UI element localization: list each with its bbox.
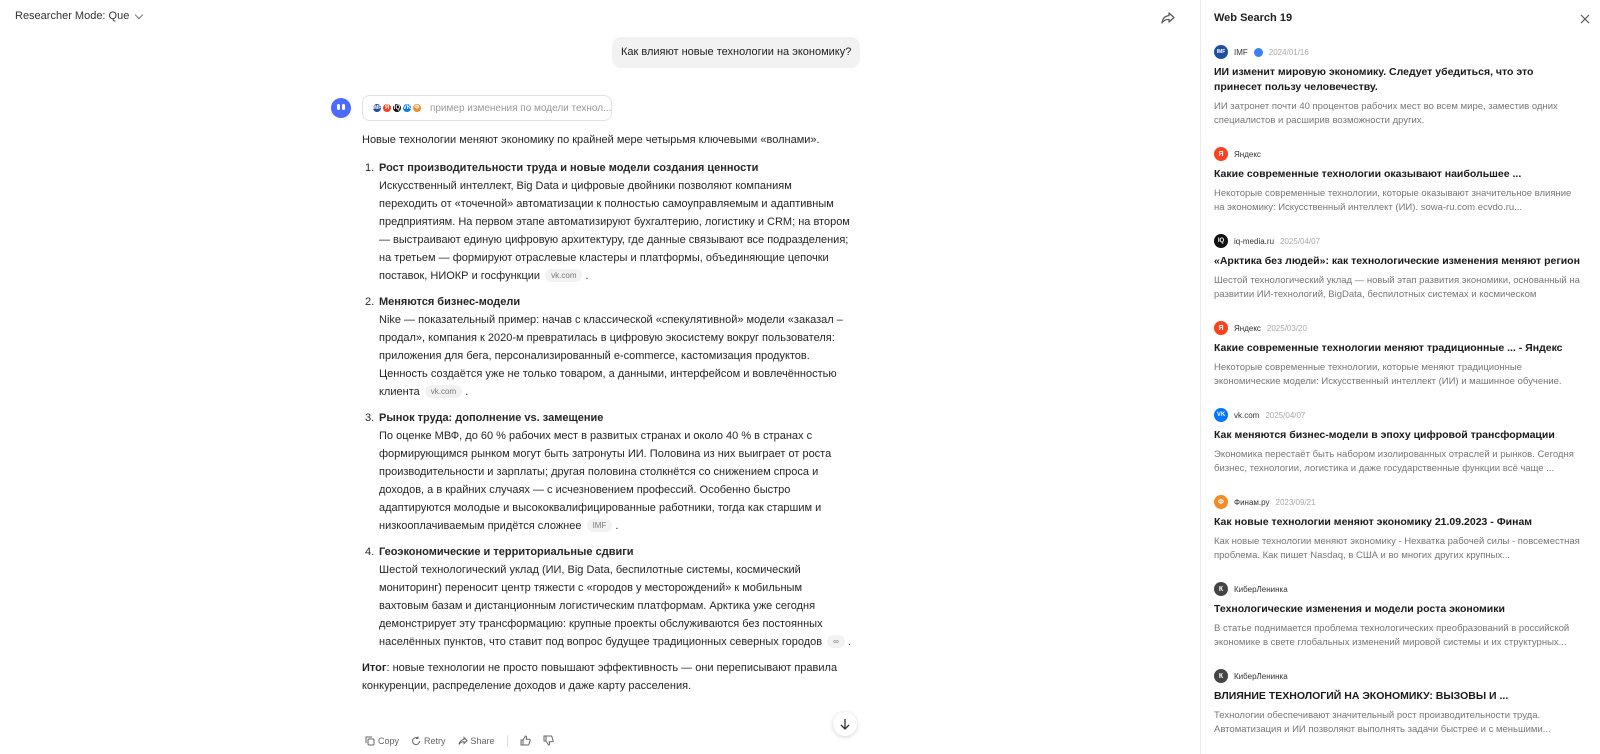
citation-badge[interactable]: vk.com [425,385,462,398]
result-source [1214,495,1584,509]
assistant-avatar [331,98,351,118]
result-date: 2025/04/07 [1265,410,1306,420]
result-source [1214,45,1584,59]
result-snippet: ИИ затронет почти 40 процентов рабочих мест во всем мире, заместив одних специалистов и расширив возможности других. [1214,101,1558,126]
share-button[interactable] [458,736,495,746]
result-title[interactable]: ВЛИЯНИЕ ТЕХНОЛОГИЙ НА ЭКОНОМИКУ: ВЫЗОВЫ И ... [1214,690,1509,702]
search-result[interactable] [1214,147,1584,215]
retry-icon [411,736,421,746]
scroll-to-bottom-button[interactable] [833,712,857,736]
result-source [1214,147,1584,161]
answer-intro: Новые технологии меняют экономику по крайней мере четырьмя ключевыми «волнами». [362,134,820,146]
list-number: 1. [365,162,375,174]
source-logo-icon: IMF [1214,45,1228,59]
result-title[interactable]: Технологические изменения и модели роста экономики [1214,603,1505,615]
copy-icon [365,736,375,746]
answer-list [362,159,852,651]
yandex-icon: Я [382,103,392,113]
source-logo-icon: VK [1214,408,1228,422]
result-title[interactable]: Какие современные технологии меняют традиционные ... - Яндекс [1214,342,1563,354]
search-result[interactable] [1214,408,1584,476]
list-item: 4. Геоэкономические и территориальные сдвиги Шестой технологический уклад (ИИ, Big Data, беспилотные системы, космический мониторинг) переносит центр тяжести с «городов у месторождений» к мобильным вахтовым базам и дистанционным логистическим платформам. Арктика уже сегодня демонстрирует эту трансформацию: крупные проекты обслуживаются без постоянных населённых пунктов, что ставит под вопрос будущее традиционных северных городов ∞ . [362,543,852,651]
result-date: 2025/04/07 [1280,236,1321,246]
list-number: 2. [365,296,375,308]
panel-title: Web Search 19 [1214,12,1293,24]
summary-text: : новые технологии не просто повышают эффективность — они переписывают правила конкуренции, распределение доходов и даже карту расселения. [362,662,838,692]
avatar-eye-left [337,104,340,110]
result-source [1214,582,1584,596]
result-title[interactable]: Как меняются бизнес-модели в эпоху цифровой трансформации [1214,429,1555,441]
chevron-down-icon [135,10,143,18]
result-snippet: В статье поднимается проблема технологических преобразований в российской экономике в свете глобальных изменений мировой системы и их структурных... [1214,623,1570,648]
web-search-chip[interactable] [362,95,612,121]
result-date: 2023/09/21 [1275,497,1316,507]
source-logo-icon: К [1214,669,1228,683]
list-item-body: Шестой технологический уклад (ИИ, Big Data, беспилотные системы, космический мониторинг) переносит центр тяжести с «городов у месторождений» к мобильным вахтовым базам и дистанционным логистическим платформам. Арктика уже сегодня демонстрирует эту трансформацию: крупные проекты обслуживаются без постоянных населённых пунктов, что ставит под вопрос будущее традиционных северных городов [379,564,823,648]
finam-icon: Ф [412,103,422,113]
summary-label: Итог [362,662,387,674]
result-snippet: Как новые технологии меняют экономику - Нехватка рабочей силы - повсеместная проблема. Как пишет Nasdaq, в США и во многих других крупных... [1214,536,1580,561]
list-item: 3. Рынок труда: дополнение vs. замещение По оценке МВФ, до 60 % рабочих мест в развитых странах и около 40 % в странах с формирующимся рынком могут быть затронуты ИИ. Половина из них выиграет от роста производительности и зарплаты; другая половина столкнётся со снижением спроса и доходов, а в крайних случаях — с исчезновением профессий. Особенно быстро адаптируются молодые и высококвалифицированные работники, тогда как старшим и низкооплачиваемым придётся сложнее IMF . [362,409,852,535]
list-item-heading: Рынок труда: дополнение vs. замещение [379,412,604,424]
copy-button[interactable] [365,736,399,746]
result-source [1214,321,1584,335]
result-snippet: Некоторые современные технологии, которые меняют традиционные экономические модели: Искусственный интеллект (ИИ) и машинное обучение. [1214,362,1562,387]
mode-selector[interactable] [15,10,142,22]
source-name: Яндекс [1234,323,1261,333]
list-item: 2. Меняются бизнес-модели Nike — показательный пример: начав с классической «спекулятивной» модели «заказал – продал», компания к 2020-м превратилась в цифровую экосистему вокруг пользователя: приложения для бега, персонализированный e-commerce, кастомизация продуктов. Ценность создаётся уже не только товаром, а данными, интерфейсом и вовлечённостью клиента vk.com . [362,293,852,401]
verified-icon [1254,48,1263,57]
result-title[interactable]: ИИ изменит мировую экономику. Следует убедиться, что это принесет пользу человечеству. [1214,66,1534,93]
source-name: iq-media.ru [1234,236,1275,246]
search-result[interactable] [1214,669,1584,737]
source-name: КиберЛенинка [1234,584,1288,594]
thumbs-up-icon[interactable] [520,735,531,746]
list-item-heading: Рост производительности труда и новые модели создания ценности [379,162,759,174]
result-snippet: Некоторые современные технологии, которые оказывают значительное влияние на экономику: Искусственный интеллект (ИИ). sowa-ru.com ecvdo.ru... [1214,188,1572,213]
result-date: 2025/03/20 [1266,323,1307,333]
message-actions [365,735,554,746]
search-query: пример изменения по модели технол... [429,102,611,114]
close-icon[interactable] [1580,14,1590,24]
copy-label: Copy [378,735,400,746]
assistant-answer [362,131,852,695]
thumbs-down-icon[interactable] [543,735,554,746]
vk-icon: VK [402,105,412,111]
source-name: IMF [1234,47,1248,57]
result-snippet: Шестой технологический уклад — новый этап развития экономики, основанный на развитии ИИ-технологий, BigData, беспилотных системах и космическом [1214,275,1580,300]
result-date: 2024/01/16 [1268,47,1309,57]
web-search-panel [1200,0,1600,754]
iq-media-icon: IQ [393,105,401,111]
search-result[interactable] [1214,582,1584,650]
result-source [1214,669,1584,683]
list-item-body: Nike — показательный пример: начав с классической «спекулятивной» модели «заказал – продал», компания к 2020-м превратилась в цифровую экосистему вокруг пользователя: приложения для бега, персонализированный e-commerce, кастомизация продуктов. Ценность создаётся уже не только товаром, а данными, интерфейсом и вовлечённостью клиента [379,314,843,398]
list-number: 3. [365,412,375,424]
result-title[interactable]: Как новые технологии меняют экономику 21.09.2023 - Финам [1214,516,1533,528]
source-logo-icon: Я [1214,321,1228,335]
avatar-eye-right [342,104,345,110]
result-title[interactable]: Какие современные технологии оказывают наибольшее ... [1214,168,1522,180]
source-name: Яндекс [1234,149,1261,159]
citation-badge[interactable]: vk.com [545,269,582,282]
source-logo-icon: Ф [1214,495,1228,509]
result-title[interactable]: «Арктика без людей»: как технологические изменения меняют регион [1214,255,1580,267]
source-name: vk.com [1234,410,1260,420]
share-label: Share [470,735,495,746]
list-number: 4. [365,546,375,558]
search-result[interactable] [1214,45,1584,128]
mode-label: Researcher Mode: Que [15,10,130,22]
retry-label: Retry [424,735,446,746]
result-source [1214,234,1584,248]
citation-badge[interactable]: IMF [587,519,613,532]
result-snippet: Технологии обеспечивают значительный рост производительности труда. Автоматизация и ИИ позволяют выполнять задачи быстрее и с меньшими... [1214,710,1551,735]
imf-icon: IMF [372,105,382,111]
list-item: 1. Рост производительности труда и новые модели создания ценности Искусственный интеллект, Big Data и цифровые двойники позволяют компаниям переходить от «точечной» автоматизации к полностью самоуправляемым и адаптивным предприятиям. На первом этапе автоматизируют бухгалтерию, логистику и CRM; на втором — выстраивают единую цифровую архитектуру, где данные связывают все подразделения; на третьем — формируют отраслевые кластеры и платформы, объединяющие цепочки поставок, НИОКР и госфункции vk.com . [362,159,852,285]
search-result[interactable] [1214,495,1584,563]
user-message: Как влияют новые технологии на экономику? [612,37,860,68]
answer-summary [362,659,852,695]
retry-button[interactable] [411,736,446,746]
source-logo-icon: Я [1214,147,1228,161]
list-item-body: Искусственный интеллект, Big Data и цифровые двойники позволяют компаниям переходить от «точечной» автоматизации к полностью самоуправляемым и адаптивным предприятиям. На первом этапе автоматизируют бухгалтерию, логистику и CRM; на втором — выстраивают единую цифровую архитектуру, где данные связывают все подразделения; на третьем — формируют отраслевые кластеры и платформы, объединяющие цепочки поставок, НИОКР и госфункции [379,180,850,282]
source-name: Финам.ру [1234,497,1270,507]
share-icon [458,736,468,746]
source-name: КиберЛенинка [1234,671,1288,681]
source-logo-icon: IQ [1214,234,1228,248]
citation-badge[interactable]: ∞ [827,635,845,648]
share-icon[interactable] [1160,10,1176,26]
arrow-down-icon [839,718,851,730]
result-source [1214,408,1584,422]
result-snippet: Экономика перестаёт быть набором изолированных отраслей и рынков. Сегодня бизнес, технологии, логистика и даже государственные функции всё чаще ... [1214,449,1574,474]
search-result[interactable] [1214,321,1584,389]
list-item-body: По оценке МВФ, до 60 % рабочих мест в развитых странах и около 40 % в странах с формирующимся рынком могут быть затронуты ИИ. Половина из них выиграет от роста производительности и зарплаты; другая половина столкнётся со снижением спроса и доходов, а в крайних случаях — с исчезновением профессий. Особенно быстро адаптируются молодые и высококвалифицированные работники, тогда как старшим и низкооплачиваемым придётся сложнее [379,430,832,532]
list-item-heading: Геоэкономические и территориальные сдвиги [379,546,634,558]
search-result[interactable] [1214,234,1584,302]
source-logo-icon: К [1214,582,1228,596]
list-item-heading: Меняются бизнес-модели [379,296,521,308]
divider [507,735,508,746]
